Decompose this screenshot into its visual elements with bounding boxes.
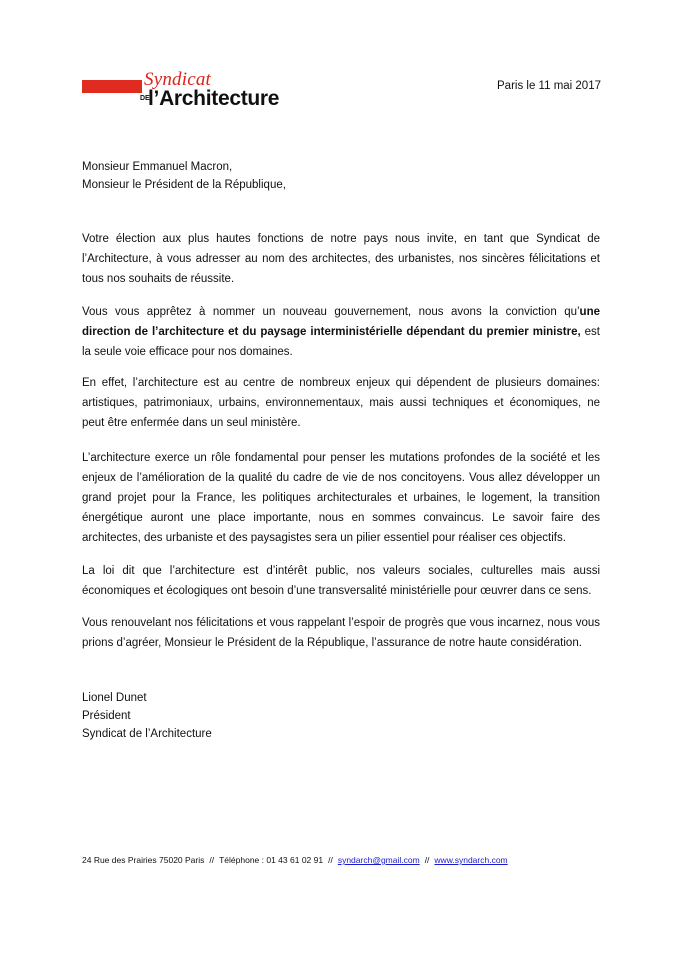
footer-phone: Téléphone : 01 43 61 02 91	[219, 855, 324, 865]
footer-address: 24 Rue des Prairies 75020 Paris	[82, 855, 205, 865]
paragraph-2	[82, 302, 600, 362]
salutation	[82, 158, 286, 194]
footer-email-link[interactable]: syndarch@gmail.com	[337, 855, 420, 865]
footer-separator: //	[424, 855, 430, 865]
logo-architecture-text: l’Architecture	[148, 87, 280, 110]
logo-de-text: DE	[140, 95, 150, 102]
paragraph-3: En effet, l’architecture est au centre de nombreux enjeux qui dépendent de plusieurs domaines: artistiques, patrimoniaux, urbains, environnementaux, mais aussi techniques et économiques, ne peut être enfermée dans un seul ministère.	[82, 377, 600, 429]
letter-date: Paris le 11 mai 2017	[497, 80, 601, 92]
paragraph-4: L’architecture exerce un rôle fondamental pour penser les mutations profondes de la société et les enjeux de l’amélioration de la qualité du cadre de vie de nos concitoyens. Vous allez développer un grand projet pour la France, les politiques architecturales et urbaines, le logement, la transition énergétique auront une place importante, nous en sommes convaincus. Le savoir faire des architectes, des urbaniste et des paysagistes sera un pilier essentiel pour réaliser ces objectifs.	[82, 452, 600, 544]
footer-separator: //	[328, 855, 333, 865]
paragraph-2-start: Vous vous apprêtez à nommer un nouveau gouvernement, nous avons la conviction qu’	[82, 306, 580, 318]
footer	[82, 855, 508, 865]
footer-separator: //	[209, 855, 215, 865]
logo-red-bar	[82, 80, 142, 93]
paragraph-2-bold: une direction de l’architecture et du paysage interministérielle dépendant du premier ministre,	[82, 306, 600, 338]
signatory-org: Syndicat de l’Architecture	[82, 728, 212, 740]
logo-syndicat-text: Syndicat	[144, 69, 212, 90]
salutation-line-1: Monsieur Emmanuel Macron,	[82, 161, 233, 173]
salutation-line-2: Monsieur le Président de la République,	[82, 179, 286, 191]
footer-website-link[interactable]: www.syndarch.com	[434, 855, 508, 865]
paragraph-2-end: est la seule voie efficace pour nos domaines.	[82, 326, 600, 358]
signatory-title: Président	[82, 710, 131, 722]
syndicat-logo	[82, 69, 282, 114]
paragraph-1: Votre élection aux plus hautes fonctions de notre pays nous invite, en tant que Syndicat de l’Architecture, à vous adresser au nom des architectes, des urbanistes, nos sincères félicitations et tous nos souhaits de réussite.	[82, 233, 600, 285]
signature-block	[82, 689, 212, 743]
paragraph-6: Vous renouvelant nos félicitations et vous rappelant l’espoir de progrès que vous incarnez, nous vous prions d’agréer, Monsieur le Président de la République, l’assurance de notre haute considération.	[82, 617, 600, 649]
signatory-name: Lionel Dunet	[82, 692, 147, 704]
paragraph-5: La loi dit que l’architecture est d’intérêt public, nos valeurs sociales, culturelles mais aussi économiques et écologiques ont besoin d’une transversalité ministérielle pour œuvrer dans ce sens.	[82, 565, 600, 597]
